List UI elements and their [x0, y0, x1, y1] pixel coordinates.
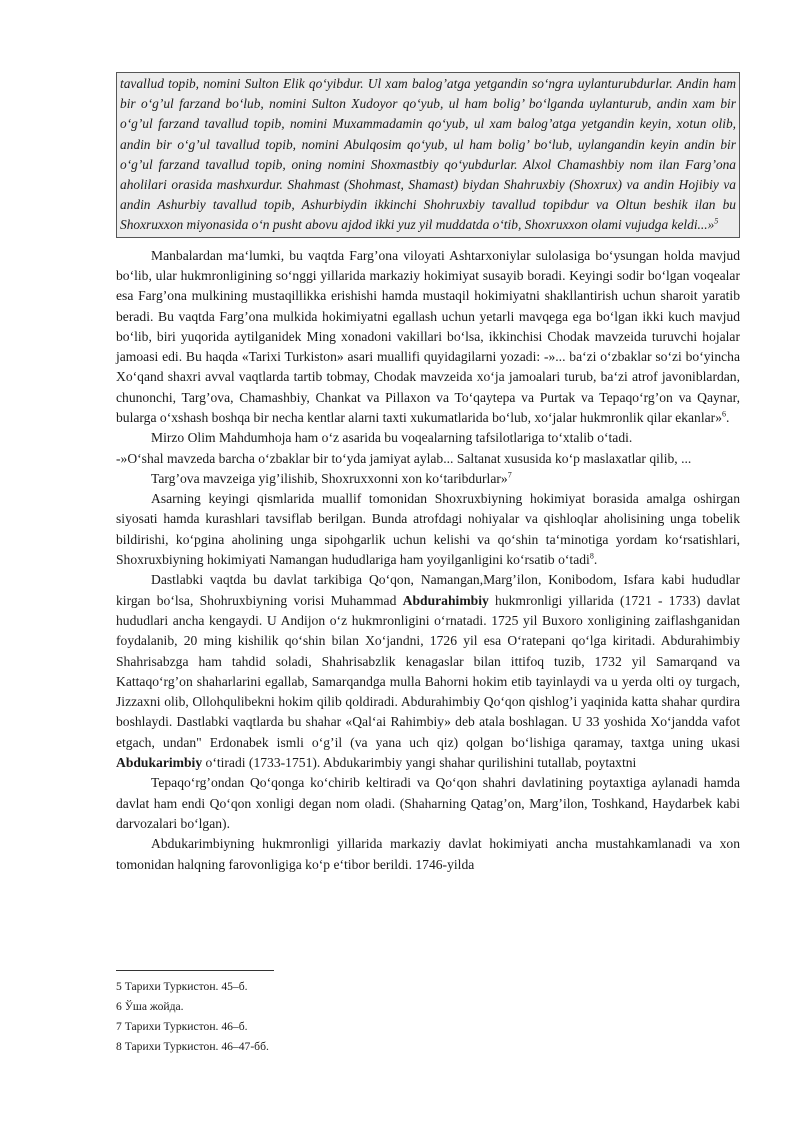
paragraph-8: Abdukarimbiyning hukmronligi yillarida markaziy davlat hokimiyati ancha mustahkamlanadi va xon tomonidan halqning farovonligiga ko‘p e‘tibor berildi. 1746-yilda	[116, 836, 740, 872]
name-abdukarimbiy: Abdukarimbiy	[116, 755, 203, 771]
quote-text: tavallud topib, nomini Sulton Elik qo‘yibdur. Ul xam balog’atga yetgandin so‘ngra uylanturubdurlar. Andin ham bir o‘g’ul farzand bo‘lub, nomini Sulton Xudoyor qo‘yub, ul ham bolig’ bo‘lganda uylanturub, andin xam bir o‘g’ul farzand tavallud topib, nomini Muxammadamin qo‘yub, ul xam balog’atga yetgandin keyin, xotun olib, andin bir o‘g’ul tavallud topib, nomini Abulqosim qo‘yub, ul ham bolig’ bo‘lub, uylangandin keyin andin bir o‘g’ul farzand tavallud topib, oning nomini Shoxmastbiy qo‘yubdurlar. Alxol Chamashbiy nom ilan Farg’ona aholilari orasida mashxurdur. Shahmast (Shohmast, Shamast) biydan Shahruxbiy (Shoxrux) va andin Hojibiy va andin Ashurbiy tavallud topib, Ashurbiydin ikkinchi Shohruxbiy tavallud topibdur va Oltun beshik ilan bu Shoxruxxon miyonasida o‘n pusht abovu ajdod ikki yuz yil muddatda o‘tib, Shoxruxxon olami vujudga keldi...»	[120, 76, 736, 233]
quote-paragraph	[120, 74, 736, 236]
name-abdurahimbiy: Abdurahimbiy	[402, 592, 489, 608]
paragraph-6-part-a: Dastlabki vaqtda bu davlat tarkibiga Qo‘qon, Namangan,Marg’ilon, Konibodom, Isfara kabi hududlar kirgan bo‘lsa, Shohruxbiyning vorisi Muhammad	[116, 572, 740, 608]
paragraph-4	[116, 469, 740, 489]
quote-block	[116, 72, 740, 238]
footnote-8	[116, 1037, 740, 1057]
paragraph-5	[116, 489, 740, 570]
footnote-number: 6	[116, 1000, 122, 1013]
paragraph-5-tail: .	[593, 552, 598, 568]
footnote-separator	[116, 970, 274, 971]
footnote-text: Ўша жойда.	[124, 1000, 184, 1013]
paragraph-6-part-c: o‘tiradi (1733-1751). Abdukarimbiy yangi shahar qurilishini tutallab, poytaxtni	[202, 755, 637, 771]
paragraph-1-tail: .	[726, 410, 730, 425]
document-page	[116, 72, 740, 875]
footnote-ref-8[interactable]: 8	[589, 551, 594, 561]
paragraph-2: Mirzo Olim Mahdumhoja ham o‘z asarida bu voqealarning tafsilotlariga to‘xtalib o‘tadi.	[151, 430, 633, 446]
footnotes	[116, 970, 740, 1057]
paragraph-3: -»O‘shal mavzeda barcha o‘zbaklar bir to‘yda jamiyat aylab... Saltanat xususida ko‘p maslaxatlar qilib, ...	[116, 450, 692, 466]
body-text	[116, 246, 740, 875]
footnote-6	[116, 997, 740, 1017]
footnote-ref-7[interactable]: 7	[507, 470, 512, 480]
paragraph-6	[116, 570, 740, 773]
paragraph-5-text: Asarning keyingi qismlarida muallif tomonidan Shoxruxbiyning hokimiyat borasida amalga oshirgan siyosati hamda kurashlari tavsiflab berilgan. Bunda atrofdagi nohiyalar va qishloqlar aholisining unga tobelik bildirishi, ko‘pgina aholining unga sipohgarlik uchun kelishi va qo‘shin ta‘minotiga yordam ko‘rsatishlari, Shoxruxbiyning hokimiyati Namangan hududlariga ham yoyilganligini ko‘rsatib o‘tadi	[116, 491, 740, 568]
footnote-number: 7	[116, 1020, 122, 1033]
footnote-5	[116, 977, 740, 997]
footnote-ref-5[interactable]: 5	[714, 216, 719, 226]
paragraph-7: Tepaqo‘rg’ondan Qo‘qonga ko‘chirib keltiradi va Qo‘qon shahri davlatining poytaxtiga aylanadi hamda davlat ham endi Qo‘qon xonligi degan nom oladi. (Shaharning Qatag’on, Marg’ilon, Toshkand, Haydarbek kabi darvozalari bo‘lgan).	[116, 775, 740, 831]
footnote-number: 5	[116, 980, 122, 993]
footnote-text: Тарихи Туркистон. 46–47-бб.	[124, 1040, 269, 1053]
footnote-text: Тарихи Туркистон. 46–б.	[124, 1020, 248, 1033]
paragraph-4-text: Targ’ova mavzeiga yig’ilishib, Shoxruxxonni xon ko‘taribdurlar»	[151, 470, 508, 486]
paragraph-1-text: Manbalardan ma‘lumki, bu vaqtda Farg’ona viloyati Ashtarxoniylar sulolasiga bo‘ysungan holda mavjud bo‘lib, ular hukmronligining so‘nggi yillarida markaziy hokimiyat susayib boradi. Keyingi sodir bo‘lgan voqealar esa Farg’ona mulkining mustaqillikka erishishi hamda mustaqil hokimiyatni shakllantirish uchun sharoit yaratib beradi. Bu vaqtda Farg’ona mulkida hokimiyatni egallash uchun yetarli mavqega ega bo‘lgan ikki kuch mavjud bo‘lib, biri yuqorida aytilganidek Ming xonadoni vakillari bo‘lsa, ikkinchisi Chodak mavzeida turuvchi hojalar jamoasi edi. Bu haqda «Tarixi Turkiston» asari muallifi quyidagilarni yozadi: -»... ba‘zi o‘zbaklar so‘zi bo‘yincha Xo‘qand shaxri avval vaqtlarda tartib tobmay, Chodak mavzeida xo‘ja jamoalari turub, ba‘zi atrof javoniblardan, chunonchi, Targ’ova, Chamashbiy, Chankat va Pillaxon va To‘qaytepa va Purtak va Tepaqo‘rg’on va Qaynar, bularga o‘xshash boshqa bir necha kentlar alarni taxti xukumatlarida bo‘lub, xo‘jalar hukmronlik qilar ekanlar»	[116, 247, 740, 425]
footnote-text: Тарихи Туркистон. 45–б.	[124, 980, 248, 993]
paragraph-1	[116, 246, 740, 429]
footnote-ref-6[interactable]: 6	[722, 409, 726, 419]
footnote-7	[116, 1017, 740, 1037]
paragraph-6-part-b: hukmronligi yillarida (1721 - 1733) davlat hududlari ancha kengaydi. U Andijon o‘z hukmronligini o‘rnatadi. 1725 yil Buxoro xonligining zaiflashganidan foydalanib, 20 ming kishilik qo‘shin bilan Xo‘jandni, 1726 yil esa O‘ratepani qo‘lga kiritadi. Abdurahimbiy Shahrisabzga ham tahdid soladi, Shahrisabzlik kenagaslar bilan ittifoq tuzib, 1732 yil Samarqand va Kattaqo‘rg’on shaharlarini egallab, Samarqandga mulla Bahorni hokim etib tayinlaydi va u yerda olti oy turgach, Jizzaxni olib, Ollohqulibekni hokim qilib qoldiradi. Abdurahimbiy Qo‘qon qishlog’i yaqinida katta shahar qurdira boshlaydi. Dastlabki vaqtlarda bu shahar «Qal‘ai Rahimbiy» deb atala boshlagan. U 33 yoshida Xo‘jandda vafot etgach, undan" Erdonabek ismli o‘g’il (va yana uch qiz) qolgan bo‘lishiga qaramay, taxtga uning ukasi	[116, 592, 740, 750]
footnote-number: 8	[116, 1040, 122, 1053]
